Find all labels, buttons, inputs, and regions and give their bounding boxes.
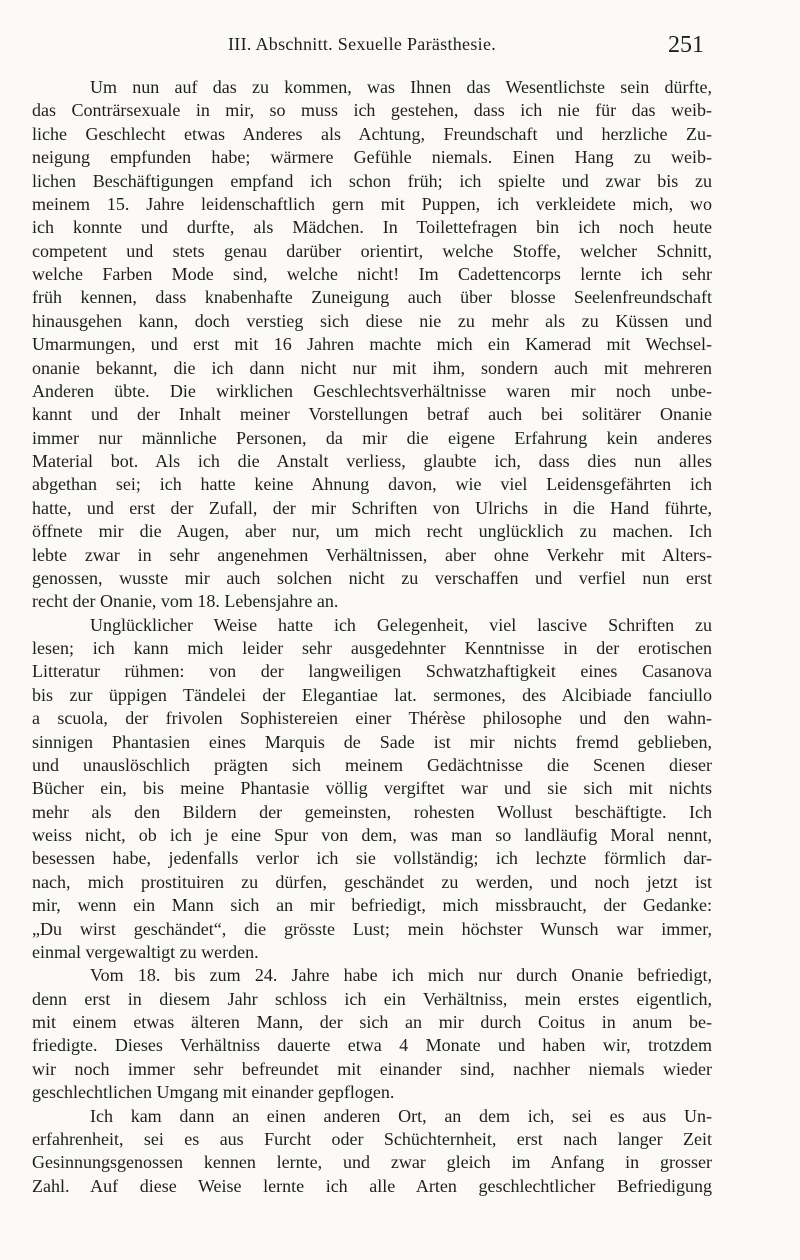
text-line: erfahrenheit, sei es aus Furcht oder Schüchternheit, erst nach langer Zeit bbox=[32, 1128, 712, 1149]
text-line: bis zur üppigen Tändelei der Elegantiae lat. sermones, des Alcibiade fanciullo bbox=[32, 684, 712, 705]
text-line: Material bot. Als ich die Anstalt verliess, glaubte ich, dass dies nun alles bbox=[32, 451, 712, 471]
text-line: mir, wenn ein Mann sich an mir befriedigt, mich missbraucht, der Gedanke: bbox=[32, 895, 712, 916]
text-line: immer nur männliche Personen, da mir die eigene Erfahrung kein anderes bbox=[32, 427, 712, 448]
text-line: neigung empfunden habe; wärmere Gefühle niemals. Einen Hang zu weib- bbox=[32, 147, 712, 168]
text-line: Umarmungen, und erst mit 16 Jahren machte mich ein Kamerad mit Wechsel- bbox=[32, 334, 712, 355]
text-line: „Du wirst geschändet“, die grösste Lust; mein höchster Wunsch war immer, bbox=[32, 918, 712, 939]
text-line: Unglücklicher Weise hatte ich Gelegenheit, viel lascive Schriften zu bbox=[90, 614, 712, 635]
running-head-title: III. Abschnitt. Sexuelle Parästhesie. bbox=[228, 34, 497, 54]
text-line: früh kennen, dass knabenhafte Zuneigung auch über blosse Seelenfreundschaft bbox=[32, 287, 712, 308]
text-line: lebte zwar in sehr angenehmen Verhältnissen, aber ohne Verkehr mit Alters- bbox=[32, 544, 712, 565]
text-line: hatte, und erst der Zufall, der mir Schriften von Ulrichs in die Hand führte, bbox=[32, 497, 712, 518]
text-line: geschlechtlichen Umgang mit einander gepflogen. bbox=[32, 1082, 395, 1103]
text-line: einmal vergewaltigt zu werden. bbox=[32, 941, 259, 962]
text-line: Zahl. Auf diese Weise lernte ich alle Arten geschlechtlicher Befriedigung bbox=[32, 1175, 712, 1196]
text-line: denn erst in diesem Jahr schloss ich ein Verhältniss, mein erstes eigentlich, bbox=[32, 988, 712, 1009]
text-line: hinausgehen kann, doch verstieg sich diese nie zu mehr als zu Küssen und bbox=[32, 310, 712, 331]
text-line: lesen; ich kann mich leider sehr ausgedehnter Kenntnisse in der erotischen bbox=[32, 638, 712, 658]
text-line: Vom 18. bis zum 24. Jahre habe ich mich nur durch Onanie befriedigt, bbox=[90, 965, 712, 986]
text-line: lichen Beschäftigungen empfand ich schon früh; ich spielte und zwar bis zu bbox=[32, 170, 712, 191]
text-line: kannt und der Inhalt meiner Vorstellungen betraf auch bei solitärer Onanie bbox=[32, 404, 712, 425]
text-line: Litteratur rühmen: von der langweiligen Schwatzhaftigkeit eines Casanova bbox=[32, 661, 712, 682]
body-text bbox=[32, 76, 712, 1198]
text-line: friedigte. Dieses Verhältniss dauerte etwa 4 Monate und haben wir, trotzdem bbox=[32, 1035, 712, 1056]
text-line: liche Geschlecht etwas Anderes als Achtung, Freundschaft und herzliche Zu- bbox=[32, 123, 712, 144]
text-line: besessen habe, jedenfalls verlor ich sie vollständig; ich lechzte förmlich dar- bbox=[32, 848, 712, 869]
text-line: Gesinnungsgenossen kennen lernte, und zwar gleich im Anfang in grosser bbox=[32, 1152, 712, 1173]
text-line: öffnete mir die Augen, aber nur, um mich recht unglücklich zu machen. Ich bbox=[32, 521, 712, 542]
running-header bbox=[0, 28, 800, 64]
text-line: Um nun auf das zu kommen, was Ihnen das Wesentlichste sein dürfte, bbox=[90, 77, 712, 97]
text-line: recht der Onanie, vom 18. Lebensjahre an. bbox=[32, 591, 339, 612]
text-line: das Conträrsexuale in mir, so muss ich gestehen, dass ich nie für das weib- bbox=[32, 100, 712, 121]
text-line: sinnigen Phantasien eines Marquis de Sade ist mir nichts fremd geblieben, bbox=[32, 731, 712, 752]
text-line: meinem 15. Jahre leidenschaftlich gern mit Puppen, ich verkleidete mich, wo bbox=[32, 193, 712, 214]
text-line: welche Farben Mode sind, welche nicht! Im Cadettencorps lernte ich sehr bbox=[32, 264, 712, 284]
text-line: Bücher ein, bis meine Phantasie völlig vergiftet war und sie sich mit nichts bbox=[32, 778, 712, 799]
text-line: onanie bekannt, die ich dann nicht nur mit ihm, sondern auch mit mehreren bbox=[32, 357, 712, 378]
text-line: competent und stets genau darüber orientirt, welche Stoffe, welcher Schnitt, bbox=[32, 240, 712, 261]
text-line: Ich kam dann an einen anderen Ort, an dem ich, sei es aus Un- bbox=[90, 1105, 712, 1126]
text-line: a scuola, der frivolen Sophistereien einer Thérèse philosophe und den wahn- bbox=[32, 708, 712, 729]
text-line: nach, mich prostituiren zu dürfen, geschändet zu werden, und noch jetzt ist bbox=[32, 871, 712, 892]
page-number: 251 bbox=[668, 32, 704, 58]
text-line: wir noch immer sehr befreundet mit einander sind, nachher niemals wieder bbox=[32, 1058, 712, 1079]
text-line: mit einem etwas älteren Mann, der sich an mir durch Coitus in anum be- bbox=[32, 1012, 712, 1032]
text-line: abgethan sei; ich hatte keine Ahnung davon, wie viel Leidensgefährten ich bbox=[32, 474, 712, 495]
text-line: Anderen übte. Die wirklichen Geschlechtsverhältnisse waren mir noch unbe- bbox=[32, 380, 712, 401]
text-line: und unauslöschlich prägten sich meinem Gedächtnisse die Scenen dieser bbox=[32, 754, 712, 775]
text-line: genossen, wusste mir auch solchen nicht zu verschaffen und verfiel nun erst bbox=[32, 567, 712, 588]
text-line: ich konnte und durfte, als Mädchen. In Toilettefragen bin ich noch heute bbox=[32, 217, 712, 238]
text-line: weiss nicht, ob ich je eine Spur von dem, was man so landläufig Moral nennt, bbox=[32, 825, 712, 845]
text-line: mehr als den Bildern der gemeinsten, rohesten Wollust beschäftigte. Ich bbox=[32, 801, 712, 822]
